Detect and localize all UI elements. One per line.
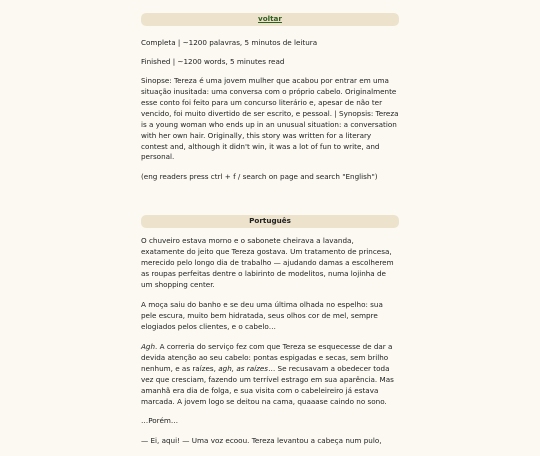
story-paragraph: O chuveiro estava morno e o sabonete cheirava a lavanda, exatamente do jeito que Tereza gostava. Um tratamento de princesa, merecido pelo longo dia de trabalho — ajudando damas a escolherem as roupas perfeitas dentre o labirinto de modelitos, numa lojinha de um shopping center.: [141, 236, 394, 290]
story-paragraph: — Ei, aqui! — Uma voz ecoou. Tereza levantou a cabeça num pulo,: [141, 436, 382, 446]
story-emphasis: Agh: [141, 341, 156, 351]
story-page: [141, 13, 399, 456]
back-bar: [141, 13, 399, 26]
story-paragraph: …Porém…: [141, 416, 179, 426]
story-paragraph: [141, 342, 399, 408]
story-emphasis: agh, as raízes: [218, 363, 269, 373]
story-body: [141, 236, 399, 447]
english-note: (eng readers press ctrl + f / search on page and search "English"): [141, 172, 378, 182]
story-paragraph: A moça saiu do banho e se deu uma última olhada no espelho: sua pele escura, muito bem hidratada, seus olhos cor de mel, sempre elogiados pelos clientes, e o cabelo…: [141, 300, 383, 331]
story-text: . A correria do serviço fez com que Tereza se esquecesse de dar a devida atenção ao seu cabelo: pontas espigadas e secas, sem brilho nenhum, e as raízes,: [141, 341, 393, 373]
meta-portuguese: Completa | ~1200 palavras, 5 minutos de leitura: [141, 38, 318, 47]
section-header-portuguese: [141, 215, 399, 228]
back-link[interactable]: voltar: [258, 14, 282, 24]
section-title: Português: [249, 216, 291, 226]
synopsis: Sinopse: Tereza é uma jovem mulher que acabou por entrar em uma situação inusitada: uma conversa com o próprio cabelo. Originalmente esse conto foi feito para um concurso literário e, apesar de não ter vencido, foi muito divertido de ser escrito, e pessoal. | Synopsis: Tereza is a young woman who ends up in an unusual situation: a conversation with her own hair. Originally, this story was written for a literary contest and, although it didn't win, it was a lot of fun to write, and personal.: [141, 75, 399, 162]
story-text: … Se recusavam a obedecer toda vez que cresciam, fazendo um terrível estrago em sua aparência. Mas amanhã era dia de folga, e sua visita com o cabeleireiro já estava marcada. A jovem logo se deitou na cama, quaaase caindo no sono.: [141, 363, 394, 406]
meta-english: Finished | ~1200 words, 5 minutes read: [141, 56, 285, 66]
